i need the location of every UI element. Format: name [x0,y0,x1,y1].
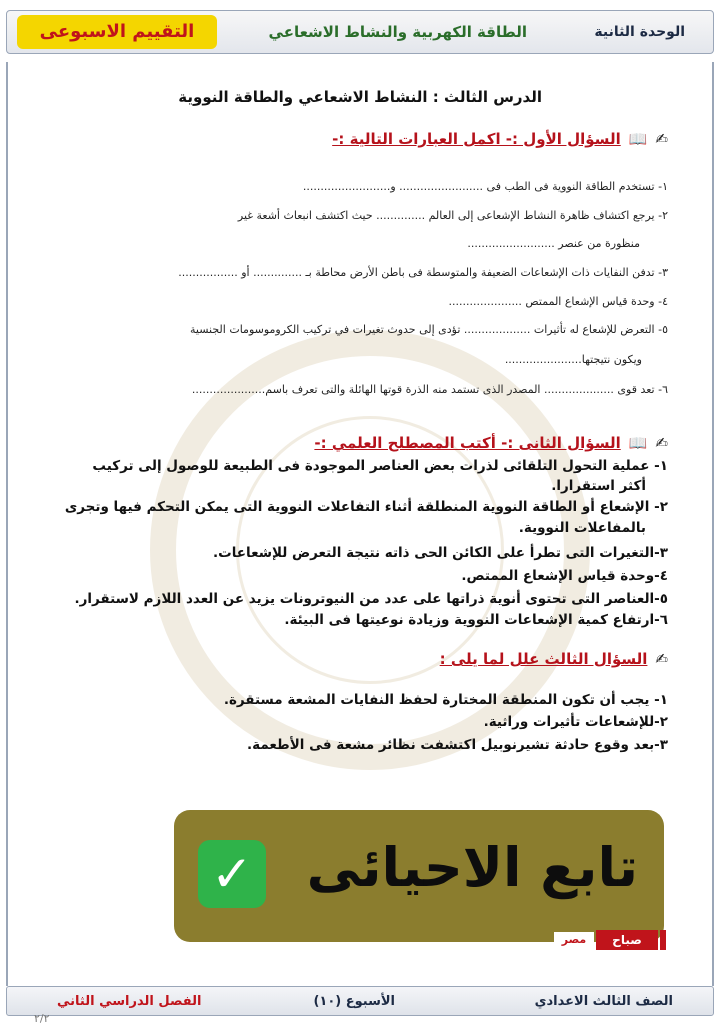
q2-line: ١- عملية التحول التلقائى لذرات بعض العناصر الموجودة فى الطبيعة للوصول إلى تركيب [92,458,668,474]
q2-line: ٦-ارتفاع كمية الإشعاعات النووية وزيادة نوعيتها فى البيئة. [284,612,668,628]
page-header [6,10,714,54]
lesson-title-label: الطاقة الكهربية والنشاط الاشعاعي [268,23,527,41]
follow-banner [174,810,664,942]
q1-line: ٢- يرجع اكتشاف ظاهرة النشاط الإشعاعى إلى العالم .............. حيث اكتشف انبعاث أشعة غير [237,209,668,222]
pencil-icon: ✍ [655,650,668,668]
q1-line: ٦- تعد قوى .................... المصدر الذى تستمد منه الذرة قوتها الهائلة والتى تعرف باسم..................... [191,383,668,396]
q3-line: ١- يجب أن تكون المنطقة المختارة لحفظ النفايات المشعة مستقرة. [223,692,668,708]
q1-line: ٤- وحدة قياس الإشعاع الممتص ..................... [448,295,668,308]
unit-label: الوحدة الثانية [594,24,685,40]
book-icon: 📖 [628,434,648,452]
sabah-masr-logo: مصر صباح [554,930,668,950]
q1-line: منظورة من عنصر ......................... [467,237,640,250]
question-2-title: ✍📖السؤال الثانى :- أكتب المصطلح العلمي :- [314,434,668,452]
page-number: ٢/٢ [34,1012,50,1025]
q1-line: ٣- تدفن النفايات ذات الإشعاعات الضعيفة والمتوسطة فى باطن الأرض محاطة بـ .............. أو ................. [178,266,668,279]
q2-line: أكثر استقرارا. [551,478,646,494]
term-label: الفصل الدراسي الثاني [57,994,202,1009]
follow-banner-text: تابع الاحيائى [306,836,638,899]
page-footer [6,986,714,1016]
question-3-title: ✍السؤال الثالث علل لما يلى : [439,650,668,668]
question-1-title: ✍📖السؤال الأول :- اكمل العبارات التالية :- [332,130,668,148]
check-icon: ✓ [198,840,266,908]
q2-line: ٥-العناصر التى تحتوى أنوية ذراتها على عدد من النيوترونات يزيد عن العدد اللازم لاستقرار. [74,591,668,607]
pencil-icon: ✍ [655,434,668,452]
q3-line: ٢-للإشعاعات تأثيرات وراثية. [483,714,668,730]
q2-line: ٢- الإشعاع أو الطاقة النووية المنطلقة أثناء التفاعلات النووية التى يمكن التحكم فيها وتجرى [64,499,668,515]
pencil-icon: ✍ [655,130,668,148]
grade-label: الصف الثالث الاعدادي [534,994,673,1009]
q2-line: ٣-التغيرات التى تطرأ على الكائن الحى ذاته نتيجة التعرض للإشعاعات. [213,545,668,561]
q1-line: ويكون نتيجتها...................... [504,353,642,366]
lesson-heading: الدرس الثالث : النشاط الاشعاعي والطاقة النووية [178,88,542,106]
weekly-assessment-badge: التقييم الاسبوعى [17,15,217,49]
q1-line: ٥- التعرض للإشعاع له تأثيرات ................... تؤدى إلى حدوث تغيرات في تركيب الكروموسومات الجنسية [189,323,668,336]
q2-line: بالمفاعلات النووية. [518,520,646,536]
q1-line: ١- تستخدم الطاقة النووية فى الطب فى ........................ و......................... [302,180,668,193]
book-icon: 📖 [628,130,648,148]
week-label: الأسبوع (١٠) [313,994,395,1009]
q2-line: ٤-وحدة قياس الإشعاع الممتص. [461,568,668,584]
q3-line: ٣-بعد وقوع حادثة تشيرنوبيل اكتشفت نظائر مشعة فى الأطعمة. [247,737,668,753]
